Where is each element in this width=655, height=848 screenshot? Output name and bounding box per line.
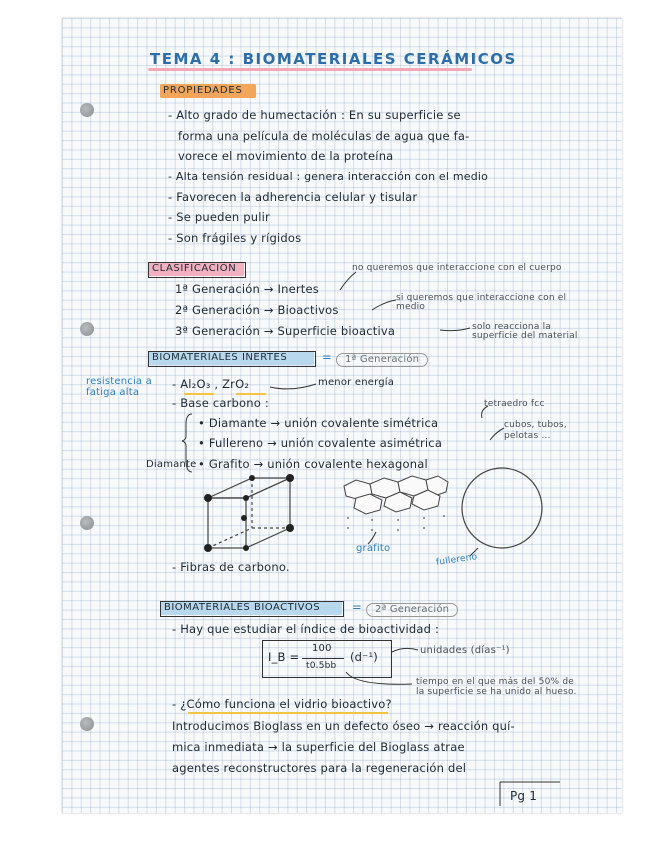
clasificacion-note-3: solo reacciona la superficie del material <box>472 322 578 341</box>
carbon-note-cubos: cubos, tubos, pelotas ... <box>504 420 567 441</box>
page-title: TEMA 4 : BIOMATERIALES CERÁMICOS <box>150 50 517 68</box>
diamante-label: Diamante <box>146 459 197 470</box>
inertes-base-carbono: - Base carbono : <box>172 396 269 410</box>
clasificacion-item-2: 2ª Generación → Bioactivos <box>175 303 339 317</box>
inertes-menor-energia: menor energía <box>318 377 395 388</box>
bioactivos-heading: BIOMATERIALES BIOACTIVOS <box>164 602 321 613</box>
bioactivos-question: - ¿Cómo funciona el vidrio bioactivo? <box>172 697 392 711</box>
inertes-side-note: resistencia a fatiga alta <box>86 376 152 398</box>
formula-units-note: unidades (días⁻¹) <box>420 645 510 656</box>
grafito-label: grafito <box>356 543 391 554</box>
carbon-item-diamante: • Diamante → unión covalente simétrica <box>198 416 439 430</box>
inertes-oxides: - Al₂O₃ , ZrO₂ <box>172 377 250 391</box>
formula-numerator: 100 <box>312 643 332 654</box>
carbon-item-grafito: • Grafito → unión covalente hexagonal <box>198 457 428 471</box>
formula-lhs: I_B = <box>268 650 300 664</box>
propiedades-heading: PROPIEDADES <box>163 85 243 96</box>
bioactivos-text-2: mica inmediata → la superficie del Bioglass atrae <box>172 740 465 754</box>
fullereno-label: fullereno <box>435 552 478 568</box>
clasificacion-item-3: 3ª Generación → Superficie bioactiva <box>175 324 396 338</box>
inertes-equals: = <box>322 350 332 364</box>
page-number: Pg 1 <box>510 789 538 803</box>
bioactivos-text-1: Introducimos Bioglass en un defecto óseo → reacción quí- <box>172 719 515 733</box>
propiedades-line-7: - Son frágiles y rígidos <box>168 231 302 245</box>
formula-denominator: t0.5bb <box>306 661 337 671</box>
formula-time-note: tiempo en el que más del 50% de la superficie se ha unido al hueso. <box>416 677 577 698</box>
inertes-heading: BIOMATERIALES INERTES <box>152 352 288 363</box>
clasificacion-item-1: 1ª Generación → Inertes <box>175 282 319 296</box>
propiedades-line-3: vorece el movimiento de la proteína <box>178 149 394 163</box>
fibras-de-carbono: - Fibras de carbono. <box>172 560 290 574</box>
inertes-generation: 1ª Generación <box>336 353 428 367</box>
bioactivos-line-1: - Hay que estudiar el índice de bioactividad : <box>172 622 440 636</box>
bioactivos-generation: 2ª Generación <box>366 603 458 617</box>
propiedades-line-4: - Alta tensión residual : genera interacción con el medio <box>168 170 489 183</box>
propiedades-line-5: - Favorecen la adherencia celular y tisular <box>168 190 418 204</box>
bioactivos-equals: = <box>352 600 362 614</box>
propiedades-line-1: - Alto grado de humectación : En su superficie se <box>168 108 461 122</box>
carbon-note-tetraedro: tetraedro fcc <box>484 399 545 409</box>
clasificacion-heading: CLASIFICACIÓN <box>152 263 237 274</box>
propiedades-line-2: forma una película de moléculas de agua que fa- <box>178 129 470 143</box>
carbon-item-fullereno: • Fullereno → unión covalente asimétrica <box>198 436 443 450</box>
bioactivos-text-3: agentes reconstructores para la regeneración del <box>172 761 467 775</box>
clasificacion-note-1: no queremos que interaccione con el cuerpo <box>352 263 562 273</box>
formula-units: (d⁻¹) <box>350 650 378 664</box>
propiedades-line-6: - Se pueden pulir <box>168 210 270 224</box>
clasificacion-note-2: si queremos que interaccione con el medio <box>396 293 567 312</box>
